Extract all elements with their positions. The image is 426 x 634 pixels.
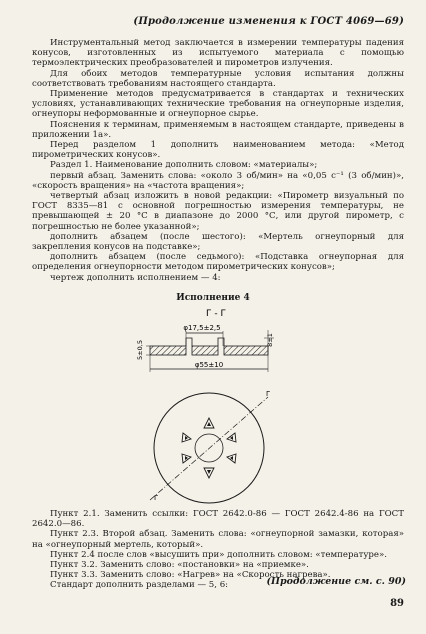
paragraph: Перед разделом 1 дополнить наименованием метода: «Метод пирометрических конусов». <box>32 140 404 161</box>
paragraph: Пункт 2.1. Заменить ссылки: ГОСТ 2642.0-86 — ГОСТ 2642.4-86 на ГОСТ 2642.0—86. <box>32 509 404 530</box>
paragraph: Применение методов предусматривается в стандартах и технических условиях, устанавливающих технические требования на огнеупорные изделия, огнеупоры неформованные и огнеупорное сырье. <box>32 89 404 120</box>
plan-view-hole <box>195 434 223 462</box>
section-left <box>150 346 186 355</box>
socket-marks <box>185 422 233 474</box>
section-middle <box>192 346 218 355</box>
figure-title: Исполнение 4 <box>176 293 250 303</box>
body-text <box>32 38 404 283</box>
section-label: Г - Г <box>206 309 226 319</box>
paragraph: дополнить абзацем (после шестого): «Мертель огнеупорный для закрепления конусов на подставке»; <box>32 231 404 253</box>
paragraph: дополнить абзацем (после седьмого): «Подставка огнеупорная для определения огнеупорности методом пирометрических конусов»; <box>32 252 404 273</box>
page-number: 89 <box>390 598 404 609</box>
height-dimension: 8±1 <box>266 333 274 347</box>
paragraph: Пункт 2.4 после слов «высушить при» дополнить словом: «температуре». <box>50 549 387 560</box>
paragraph: чертеж дополнить исполнением — 4: <box>50 272 221 283</box>
paragraph: четвертый абзац изложить в новой редакции: «Пирометр визуальный по ГОСТ 8335—81 с основной погрешностью измерения температуры, не превышающей ± 20 °С в диапазоне до 2000 °С, или другой пирометр, с погрешностью не более указанной»; <box>32 191 404 232</box>
paragraph: первый абзац. Заменить слова: «около 3 об/мин» на «0,05 с⁻¹ (3 об/мин)», «скорость вращения» на «частота вращения»; <box>32 170 404 191</box>
thickness-dimension: 5±0,5 <box>136 340 144 360</box>
continuation-note: (Продолжение см. с. 90) <box>266 576 406 587</box>
paragraph: Пояснения к терминам, применяемым в настоящем стандарте, приведены в приложении 1а». <box>32 119 404 140</box>
technical-drawing <box>120 300 310 510</box>
section-right <box>224 346 268 355</box>
page-header: (Продолжение изменения к ГОСТ 4069—69) <box>133 16 404 27</box>
paragraph: Стандарт дополнить разделами — 5, 6: <box>50 580 229 591</box>
plan-view-disc <box>154 393 264 503</box>
paragraph: Пункт 3.3. Заменить слово: «Нагрев» на «Скорость нагрева». <box>50 570 331 581</box>
paragraph: Раздел 1. Наименование дополнить словом: «материалы»; <box>50 160 318 171</box>
paragraph: Пункт 2.3. Второй абзац. Заменить слова: «огнеупорной замазки, которая» на «огнеупорный мертель, который». <box>32 529 404 550</box>
paragraph: Для обоих методов температурные условия испытания должны соответствовать требованиям настоящего стандарта. <box>32 68 404 89</box>
cone-sockets <box>182 418 236 478</box>
cut-label-bottom: Г <box>154 494 159 502</box>
paragraph: Пункт 3.2. Заменить слово: «постановки» на «приемке». <box>50 560 309 571</box>
cut-label-top: Г <box>266 390 271 398</box>
hole-dimension: φ17,5±2,5 <box>183 324 221 332</box>
paragraph: Инструментальный метод заключается в измерении температуры падения конусов, изготовленных из испытуемого материала с помощью термоэлектрических преобразователей и пирометров излучения. <box>32 38 404 69</box>
outer-dimension: φ55±10 <box>194 361 224 369</box>
